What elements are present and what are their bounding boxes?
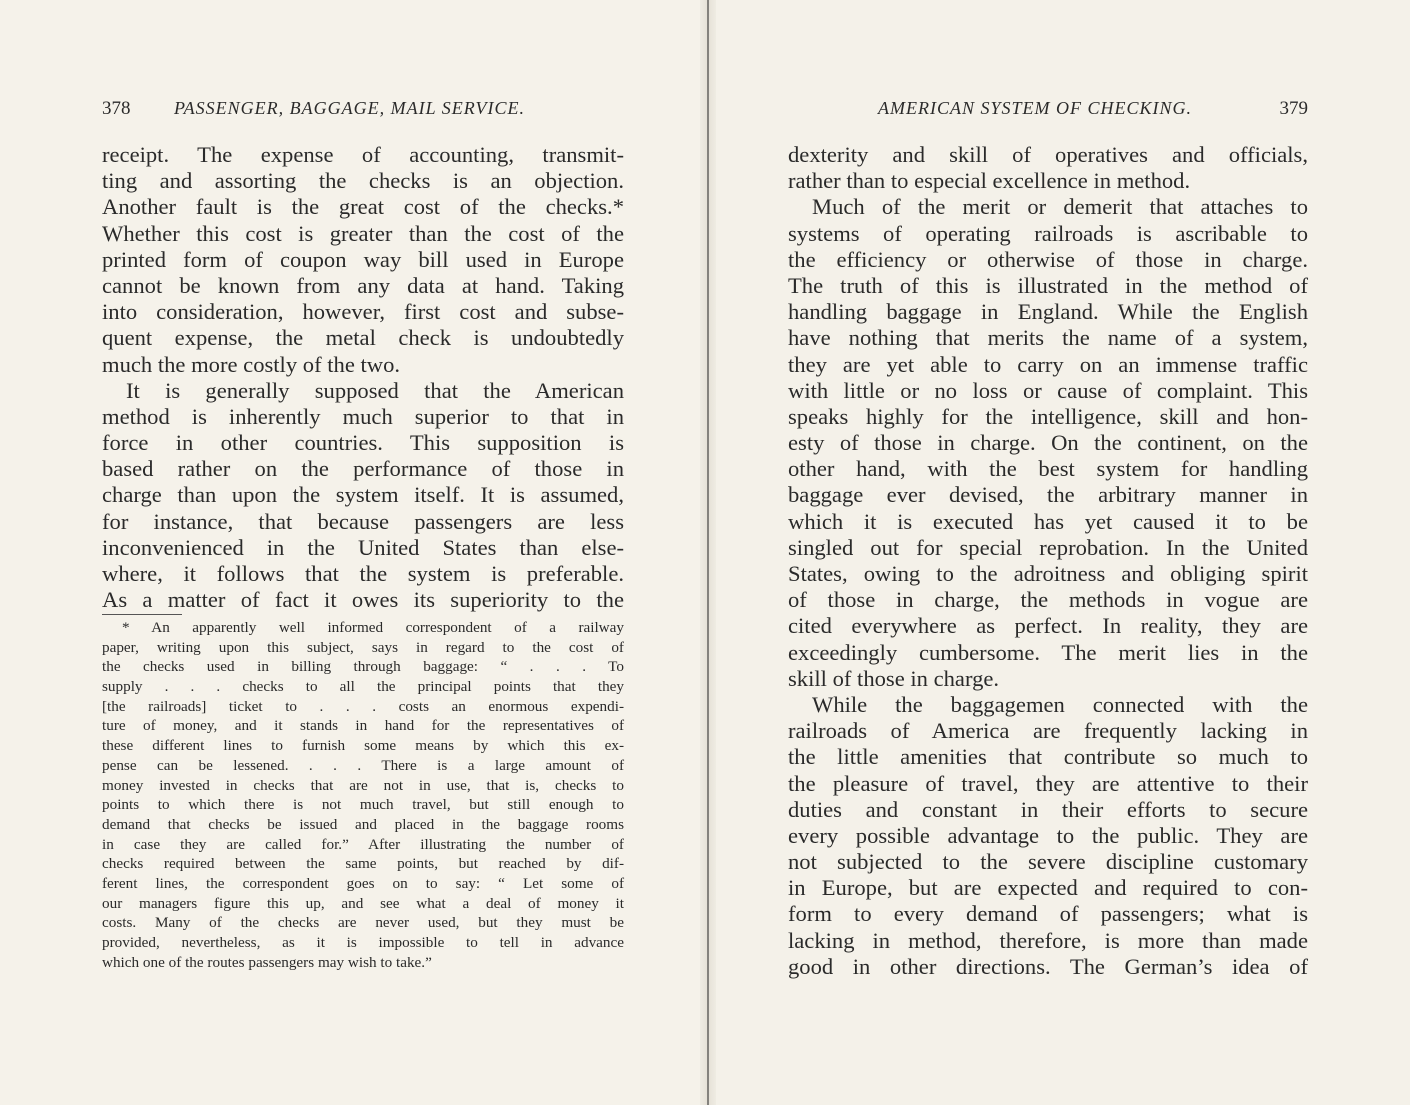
text-line: The truth of this is illustrated in the method of [788, 272, 1308, 298]
footnote-line: money invested in checks that are not in use, that is, checks to [102, 776, 624, 794]
left-page-number: 378 [102, 98, 131, 119]
footnote-line: points to which there is not much travel, but still enough to [102, 796, 624, 814]
text-line: esty of those in charge. On the continent, on the [788, 430, 1308, 456]
footnote [102, 618, 624, 972]
text-line: Whether this cost is greater than the cost of the [102, 220, 624, 246]
text-line: cannot be known from any data at hand. Taking [102, 272, 624, 298]
text-line: based rather on the performance of those in [102, 456, 624, 482]
text-line: every possible advantage to the public. They are [788, 822, 1308, 848]
text-line: form to every demand of passengers; what is [788, 901, 1308, 927]
text-line: quent expense, the metal check is undoubtedly [102, 325, 624, 351]
footnote-line: demand that checks be issued and placed in the baggage rooms [102, 815, 624, 833]
footnote-line: costs. Many of the checks are never used, but they must be [102, 914, 624, 932]
footnote-line: ferent lines, the correspondent goes on to say: “ Let some of [102, 874, 624, 892]
left-running-title: PASSENGER, BAGGAGE, MAIL SERVICE. [174, 98, 525, 118]
left-body-text [102, 142, 624, 613]
footnote-line: provided, nevertheless, as it is impossible to tell in advance [102, 934, 624, 951]
footnote-line: in case they are called for.” After illustrating the number of [102, 835, 624, 853]
text-line: have nothing that merits the name of a system, [788, 325, 1308, 351]
text-line: inconvenienced in the United States than else- [102, 534, 624, 560]
footnote-line: supply . . . checks to all the principal points that they [102, 678, 624, 696]
footnote-line: these different lines to furnish some means by which this ex- [102, 737, 624, 755]
text-line: the pleasure of travel, they are attentive to their [788, 770, 1308, 796]
text-line: receipt. The expense of accounting, transmit- [102, 142, 624, 167]
right-body-text [788, 142, 1308, 980]
text-line: they are yet able to carry on an immense traffic [788, 351, 1308, 377]
text-line: baggage ever devised, the arbitrary manner in [788, 482, 1308, 508]
text-line: other hand, with the best system for handling [788, 456, 1308, 482]
text-line: good in other directions. The German’s idea of [788, 953, 1308, 979]
text-line: not subjected to the severe discipline customary [788, 849, 1308, 875]
footnote-line: [the railroads] ticket to . . . costs an enormous expendi- [102, 697, 624, 715]
text-line: of those in charge, the methods in vogue are [788, 587, 1308, 613]
footnote-rule [102, 614, 182, 615]
text-line: systems of operating railroads is ascribable to [788, 220, 1308, 246]
text-line: Another fault is the great cost of the checks.* [102, 194, 624, 220]
text-line: for instance, that because passengers are less [102, 508, 624, 534]
footnote-line: the checks used in billing through baggage: “ . . . To [102, 658, 624, 676]
text-line: While the baggagemen connected with the [812, 691, 1308, 717]
text-line: speaks highly for the intelligence, skill and hon- [788, 403, 1308, 429]
text-line: States, owing to the adroitness and obliging spirit [788, 561, 1308, 586]
footnote-line: checks required between the same points, but reached by dif- [102, 855, 624, 873]
text-line: into consideration, however, first cost and subse- [102, 299, 624, 325]
text-line: ting and assorting the checks is an objection. [102, 168, 624, 194]
footnote-line: our managers figure this up, and see what a deal of money it [102, 894, 624, 912]
text-line: the efficiency or otherwise of those in charge. [788, 246, 1308, 272]
text-line: dexterity and skill of operatives and officials, [788, 142, 1308, 167]
footnote-line: * An apparently well informed correspondent of a railway [122, 619, 624, 636]
text-line: which it is executed has yet caused it to be [788, 508, 1308, 534]
footnote-line: pense can be lessened. . . . There is a large amount of [102, 756, 624, 774]
text-line: duties and constant in their efforts to secure [788, 796, 1308, 822]
footnote-line: which one of the routes passengers may wish to take.” [102, 953, 432, 971]
text-line: cited everywhere as perfect. In reality, they are [788, 613, 1308, 639]
text-line: lacking in method, therefore, is more than made [788, 927, 1308, 953]
text-line: singled out for special reprobation. In the United [788, 534, 1308, 560]
text-line: in Europe, but are expected and required to con- [788, 875, 1308, 901]
text-line: method is inherently much superior to that in [102, 403, 624, 429]
right-page-number: 379 [1279, 98, 1308, 119]
text-line: where, it follows that the system is preferable. [102, 561, 624, 586]
footnote-line: ture of money, and it stands in hand for the representatives of [102, 717, 624, 735]
right-running-title: AMERICAN SYSTEM OF CHECKING. [878, 98, 1192, 118]
gutter-shadow-line [707, 0, 709, 1105]
text-line: much the more costly of the two. [102, 351, 401, 377]
text-line: Much of the merit or demerit that attaches to [812, 194, 1308, 220]
text-line: skill of those in charge. [788, 665, 1000, 691]
text-line: printed form of coupon way bill used in Europe [102, 246, 624, 272]
right-page [708, 0, 1410, 1105]
text-line: railroads of America are frequently lacking in [788, 718, 1308, 744]
text-line: exceedingly cumbersome. The merit lies in the [788, 639, 1308, 665]
text-line: force in other countries. This supposition is [102, 430, 624, 456]
text-line: the little amenities that contribute so much to [788, 744, 1308, 770]
text-line: As a matter of fact it owes its superiority to the [102, 587, 624, 613]
text-line: charge than upon the system itself. It is assumed, [102, 482, 624, 508]
text-line: rather than to especial excellence in method. [788, 168, 1191, 194]
text-line: It is generally supposed that the American [126, 377, 624, 403]
text-line: with little or no loss or cause of complaint. This [788, 377, 1308, 403]
footnote-line: paper, writing upon this subject, says in regard to the cost of [102, 638, 624, 656]
text-line: handling baggage in England. While the English [788, 299, 1308, 325]
